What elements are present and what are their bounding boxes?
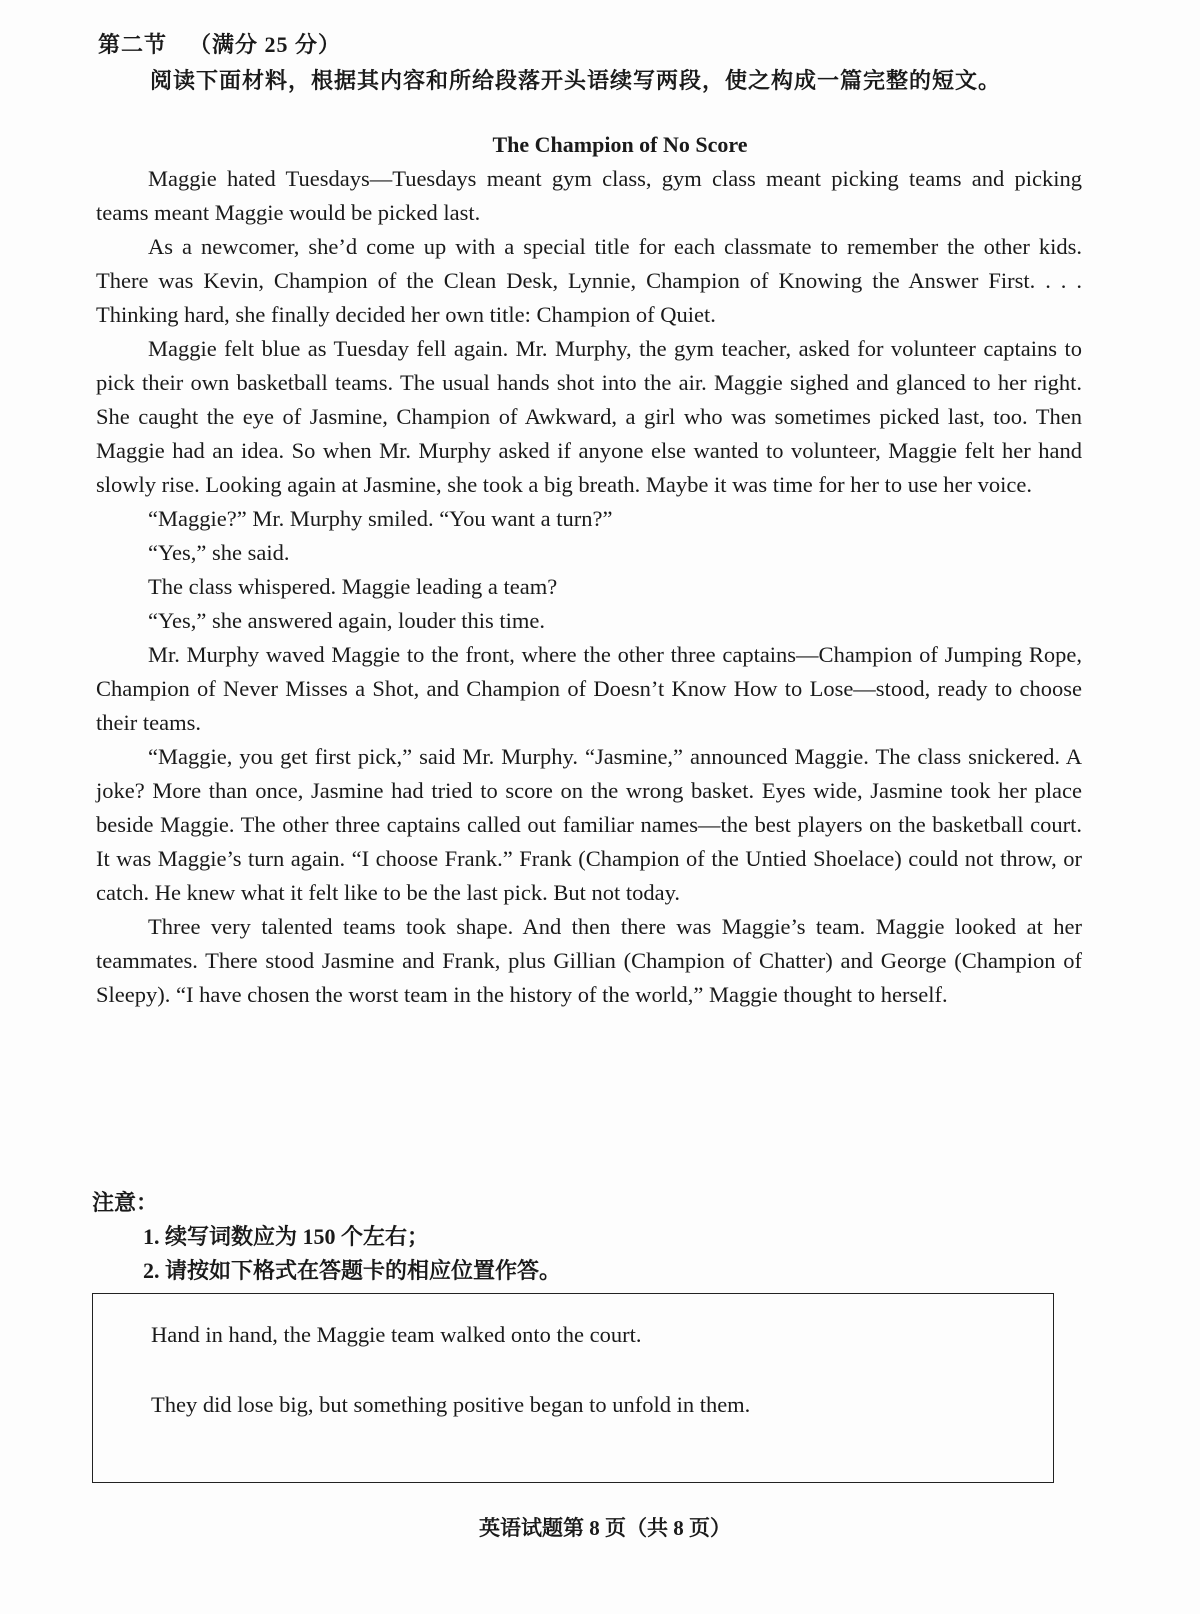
page-footer: 英语试题第 8 页（共 8 页）	[479, 1516, 731, 1540]
passage-paragraph: Mr. Murphy waved Maggie to the front, where the other three captains—Champion of Jumping Rope, Champion of Never Misses a Shot, and Champion of Doesn’t Know How to Lose—stood, ready to choose their teams.	[96, 642, 1082, 735]
section-score: （满分 25 分）	[189, 32, 342, 57]
note-word-count: 1. 续写词数应为 150 个左右；	[143, 1224, 430, 1249]
section-header	[98, 28, 341, 59]
paragraph-1-opening: Hand in hand, the Maggie team walked onto the court.	[151, 1322, 642, 1347]
passage-paragraph: Maggie hated Tuesdays—Tuesdays meant gym class, gym class meant picking teams and picking teams meant Maggie would be picked last.	[96, 166, 1082, 225]
notes-label: 注意：	[92, 1190, 159, 1215]
passage-paragraph: “Maggie?” Mr. Murphy smiled. “You want a turn?”	[148, 506, 613, 531]
task-instruction: 阅读下面材料，根据其内容和所给段落开头语续写两段，使之构成一篇完整的短文。	[150, 68, 1002, 93]
note-answer-format: 2. 请按如下格式在答题卡的相应位置作答。	[143, 1258, 562, 1283]
passage-body	[96, 162, 1082, 1012]
paragraph-2-opening: They did lose big, but something positive began to unfold in them.	[151, 1392, 751, 1417]
passage-paragraph: “Maggie, you get first pick,” said Mr. Murphy. “Jasmine,” announced Maggie. The class snickered. A joke? More than once, Jasmine had tried to score on the wrong basket. Eyes wide, Jasmine took her place beside Maggie. The other three captains called out familiar names—the best players on the basketball court. It was Maggie’s turn again. “I choose Frank.” Frank (Champion of the Untied Shoelace) could not throw, or catch. He knew what it felt like to be the last pick. But not today.	[96, 744, 1082, 905]
section-label: 第二节	[98, 32, 168, 57]
passage-paragraph: Maggie felt blue as Tuesday fell again. Mr. Murphy, the gym teacher, asked for volunteer captains to pick their own basketball teams. The usual hands shot into the air. Maggie sighed and glanced to her right. She caught the eye of Jasmine, Champion of Awkward, a girl who was sometimes picked last, too. Then Maggie had an idea. So when Mr. Murphy asked if anyone else wanted to volunteer, Maggie felt her hand slowly rise. Looking again at Jasmine, she took a big breath. Maybe it was time for her to use her voice.	[96, 336, 1082, 497]
passage-title: The Champion of No Score	[492, 132, 748, 157]
passage-paragraph: Three very talented teams took shape. And then there was Maggie’s team. Maggie looked at her teammates. There stood Jasmine and Frank, plus Gillian (Champion of Chatter) and George (Champion of Sleepy). “I have chosen the worst team in the history of the world,” Maggie thought to herself.	[96, 914, 1082, 1007]
answer-format-box	[92, 1293, 1054, 1483]
passage-paragraph: As a newcomer, she’d come up with a special title for each classmate to remember the other kids. There was Kevin, Champion of the Clean Desk, Lynnie, Champion of Knowing the Answer First. . . . Thinking hard, she finally decided her own title: Champion of Quiet.	[96, 234, 1082, 327]
passage-paragraph: “Yes,” she said.	[148, 540, 290, 565]
passage-paragraph: “Yes,” she answered again, louder this time.	[148, 608, 545, 633]
passage-paragraph: The class whispered. Maggie leading a team?	[148, 574, 558, 599]
